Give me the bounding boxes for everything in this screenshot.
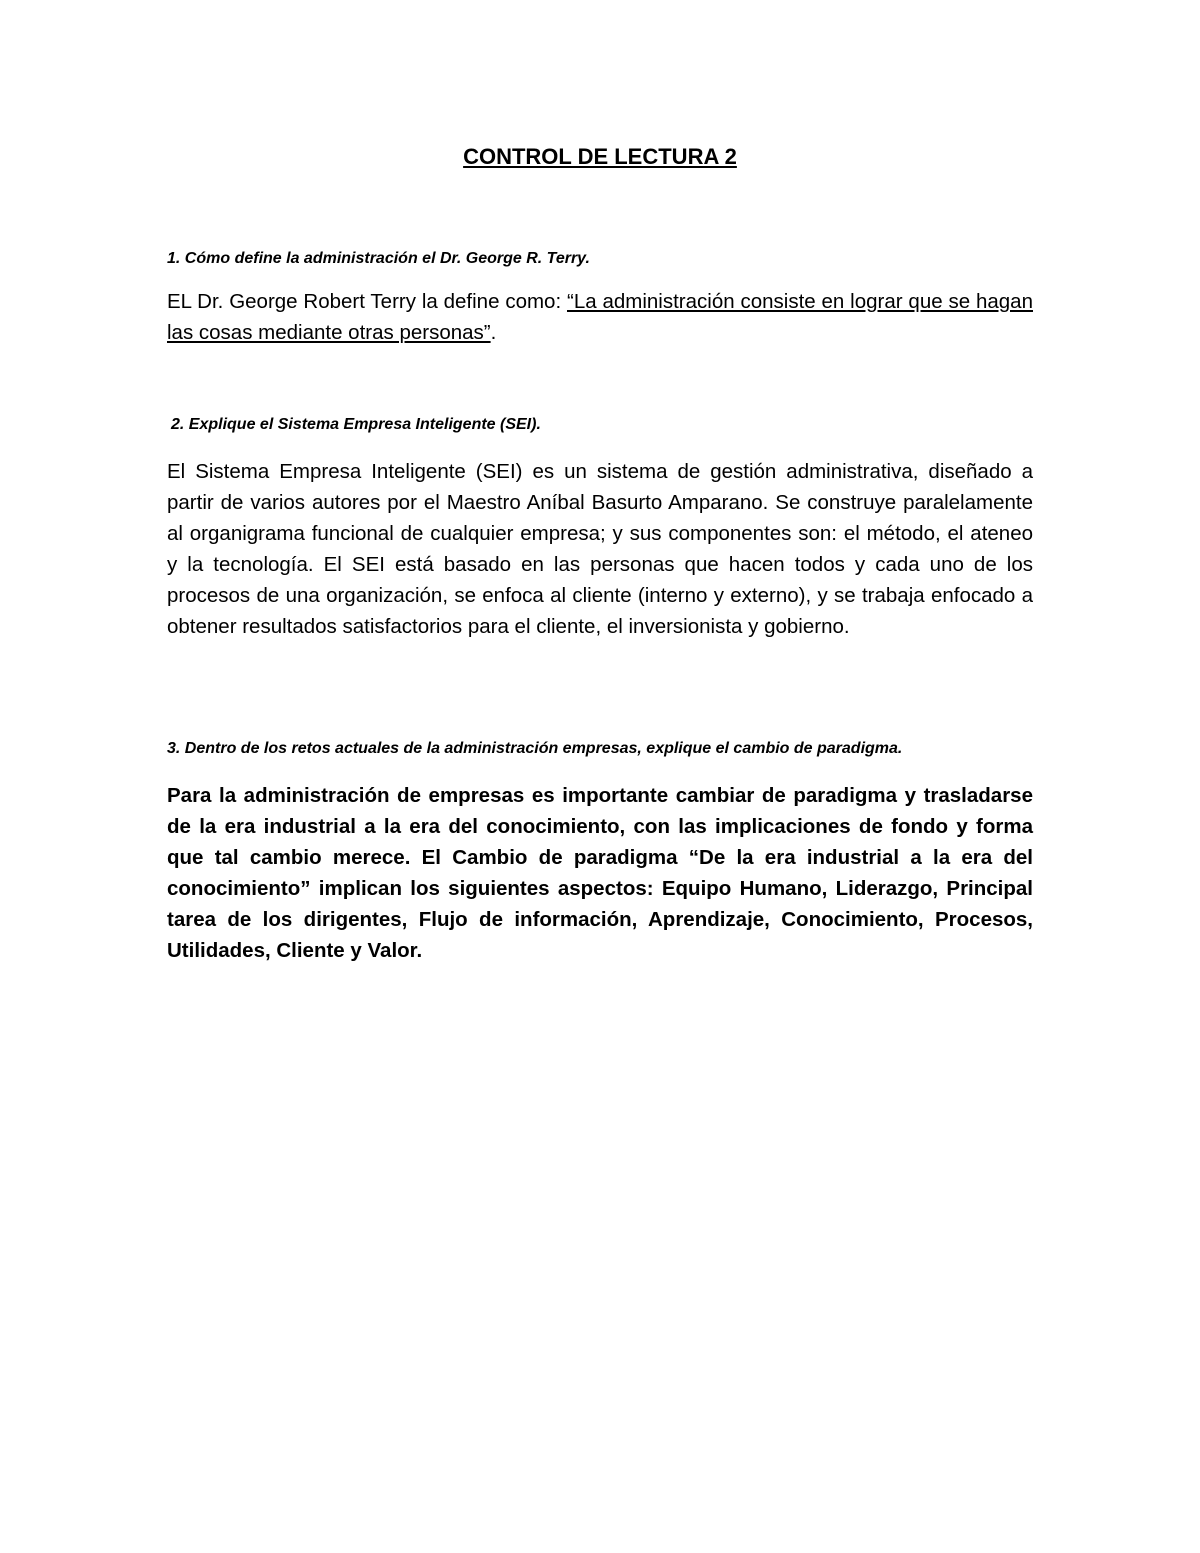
answer-1-intro: EL Dr. George Robert Terry la define como: [167, 290, 567, 313]
answer-1-end: . [490, 321, 497, 344]
answer-2: El Sistema Empresa Inteligente (SEI) es un sistema de gestión administrativa, diseñado a partir de varios autores por el Maestro Aníbal Basurto Amparano. Se construye paralelamente al organigrama funcional de cualquier empresa; y sus componentes son: el método, el ateneo y la tecnología. El SEI está basado en las personas que hacen todos y cada uno de los procesos de una organización, se enfoca al cliente (interno y externo), y se trabaja enfocado a obtener resultados satisfactorios para el cliente, el inversionista y gobierno. [167, 460, 1033, 638]
question-3: 3. Dentro de los retos actuales de la administración empresas, explique el cambio de paradigma. [167, 740, 903, 757]
answer-1 [167, 286, 1033, 348]
answer-3: Para la administración de empresas es importante cambiar de paradigma y trasladarse de la era industrial a la era del conocimiento, con las implicaciones de fondo y forma que tal cambio merece. El Cambio de paradigma “De la era industrial a la era del conocimiento” implican los siguientes aspectos: Equipo Humano, Liderazgo, Principal tarea de los dirigentes, Flujo de información, Aprendizaje, Conocimiento, Procesos, Utilidades, Cliente y Valor. [167, 784, 1033, 962]
answer-1-quote: “La administración consiste en lograr que se hagan las cosas mediante otras personas” [167, 290, 1033, 344]
question-2: 2. Explique el Sistema Empresa Inteligente (SEI). [171, 416, 541, 433]
question-1: 1. Cómo define la administración el Dr. George R. Terry. [167, 250, 590, 267]
document-title: CONTROL DE LECTURA 2 [463, 144, 737, 169]
